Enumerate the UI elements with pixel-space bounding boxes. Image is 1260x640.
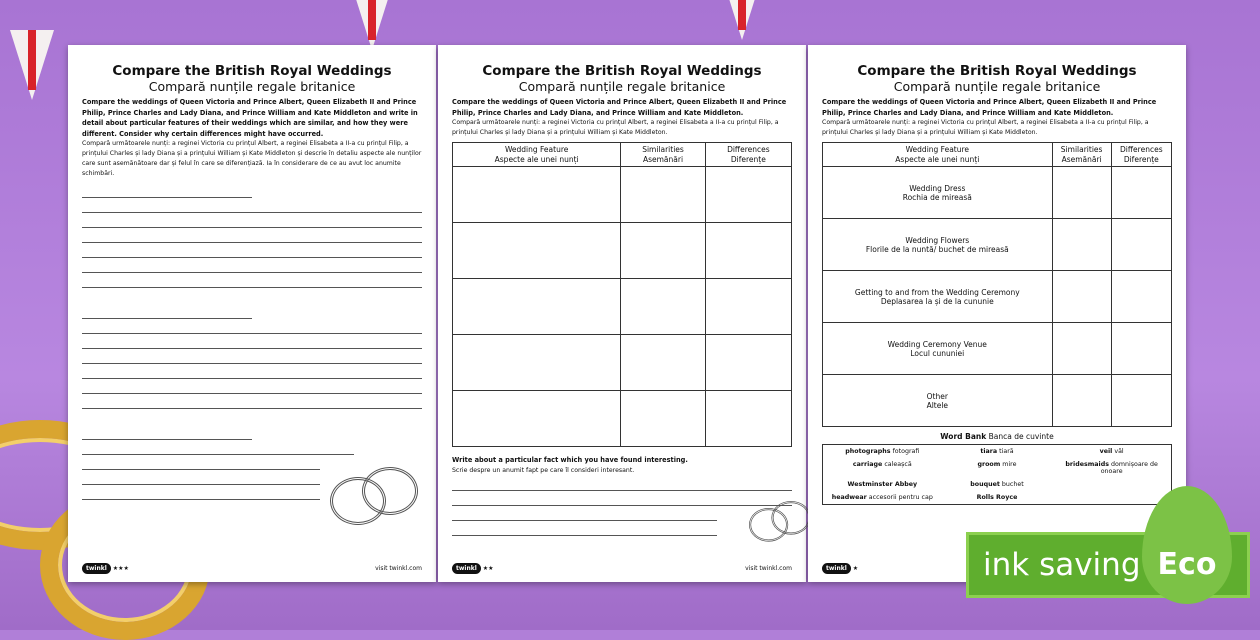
page-subtitle: Compară nunțile regale britanice	[148, 79, 356, 94]
table-row[interactable]	[453, 279, 792, 335]
difficulty-stars: ★★	[482, 565, 494, 572]
comparison-table: Wedding Feature Aspecte ale unei nunți Similarities Asemănări Differences Diferențe Wedding Dress Rochia de mireasă Wedding Flowers Florile de la nuntă/ buchet de mireasă Getting to and from the Wedding Ceremony Deplasarea la și de la cununie Wedding Ceremony Venue Locul cununiei Other Altele	[822, 142, 1172, 427]
word-bank-entry: headwear accesorii pentru cap	[831, 494, 933, 501]
word-bank-title: Word Bank Banca de cuvinte	[940, 432, 1054, 441]
table-row[interactable]	[453, 223, 792, 279]
wedding-rings-icon	[330, 467, 430, 527]
word-bank-entry: bridesmaids domnișoare de onoare	[1065, 461, 1158, 475]
page-title: Compare the British Royal Weddings	[482, 63, 762, 79]
word-bank-entry: Westminster Abbey	[847, 481, 918, 488]
footer-site: visit twinkl.com	[745, 565, 792, 572]
footer-site: visit twinkl.com	[375, 565, 422, 572]
eco-leaf-icon: Eco	[1142, 486, 1232, 604]
word-bank-entry: Rolls Royce	[976, 494, 1018, 501]
prompt-en: Write about a particular fact which you have found interesting.	[452, 456, 688, 464]
comparison-table: Wedding Feature Aspecte ale unei nunți Similarities Asemănări Differences Diferențe	[452, 142, 792, 447]
page-subtitle: Compară nunțile regale britanice	[893, 79, 1101, 94]
ink-saving-badge: ink saving	[966, 532, 1250, 598]
instructions-ro: Compară următoarele nunți: a reginei Victoria cu prințul Albert, a reginei Elisabeta a II-a cu prințul Filip, a prințului Charles și lady Diana și a prințului William și Kate Middleton.	[452, 119, 779, 136]
word-bank-entry: carriage caleașcă	[852, 461, 912, 468]
prompt-ro: Scrie despre un anumit fapt pe care îl consideri interesant.	[452, 466, 635, 474]
word-bank-entry	[1054, 494, 1169, 501]
word-bank-entry: bouquet buchet	[970, 481, 1024, 488]
instructions-en: Compare the weddings of Queen Victoria and Prince Albert, Queen Elizabeth II and Prince Philip, Prince Charles and Lady Diana, and Prince William and Kate Middleton and write in detail about particular features of their weddings which are similar, and how they were different. Consider why certain differences might have occurred.	[82, 98, 418, 138]
table-row[interactable]: Wedding Ceremony Venue Locul cununiei	[823, 323, 1172, 375]
table-row[interactable]	[453, 391, 792, 447]
bunting-flag	[10, 30, 54, 100]
worksheet-page-1	[68, 45, 436, 582]
word-bank-entry: veil văl	[1099, 448, 1124, 455]
word-bank-entry: photographs fotografi	[845, 448, 920, 455]
table-row[interactable]	[453, 167, 792, 223]
word-bank	[822, 444, 1172, 505]
word-bank-entry: tiara tiară	[980, 448, 1014, 455]
worksheet-page-2	[438, 45, 806, 582]
word-bank-entry: groom mire	[977, 461, 1017, 468]
twinkl-logo: twinkl ★★★	[82, 565, 129, 572]
table-row[interactable]: Getting to and from the Wedding Ceremony Deplasarea la și de la cununie	[823, 271, 1172, 323]
instructions-en: Compare the weddings of Queen Victoria and Prince Albert, Queen Elizabeth II and Prince Philip, Prince Charles and Lady Diana, and Prince William and Kate Middleton.	[822, 98, 1157, 117]
table-row[interactable]: Wedding Dress Rochia de mireasă	[823, 167, 1172, 219]
table-row[interactable]	[453, 335, 792, 391]
twinkl-logo: twinkl ★★	[452, 565, 493, 572]
table-row[interactable]: Other Altele	[823, 375, 1172, 427]
instructions-en: Compare the weddings of Queen Victoria and Prince Albert, Queen Elizabeth II and Prince Philip, Prince Charles and Lady Diana, and Prince William and Kate Middleton.	[452, 98, 787, 117]
difficulty-stars: ★★★	[112, 565, 129, 572]
difficulty-stars: ★	[852, 565, 859, 572]
writing-lines[interactable]	[82, 183, 422, 500]
instructions-ro: Compară următoarele nunți: a reginei Victoria cu prințul Albert, a reginei Elisabeta a II-a cu prințul Filip, a prințului Charles și lady Diana și a prințului William și Kate Middleton și descrie în detaliu aspecte ale nunților care sunt asemănătoare dar și felul în care se diferențiază. Ia în considerare de ce au avut loc anumite schimbări.	[82, 140, 422, 177]
bunting-flag	[720, 0, 764, 40]
page-title: Compare the British Royal Weddings	[857, 63, 1137, 79]
twinkl-logo: twinkl ★	[822, 565, 858, 572]
page-title: Compare the British Royal Weddings	[112, 63, 392, 79]
page-subtitle: Compară nunțile regale britanice	[518, 79, 726, 94]
worksheet-page-3	[808, 45, 1186, 582]
word-bank-entry	[1054, 481, 1169, 488]
bunting-flag	[350, 0, 394, 50]
writing-lines[interactable]	[452, 476, 792, 536]
table-row[interactable]: Wedding Flowers Florile de la nuntă/ buchet de mireasă	[823, 219, 1172, 271]
instructions-ro: Compară următoarele nunți: a reginei Victoria cu prințul Albert, a reginei Elisabeta a II-a cu prințul Filip, a prințului Charles și lady Diana și a prințului William și Kate Middleton.	[822, 119, 1149, 136]
